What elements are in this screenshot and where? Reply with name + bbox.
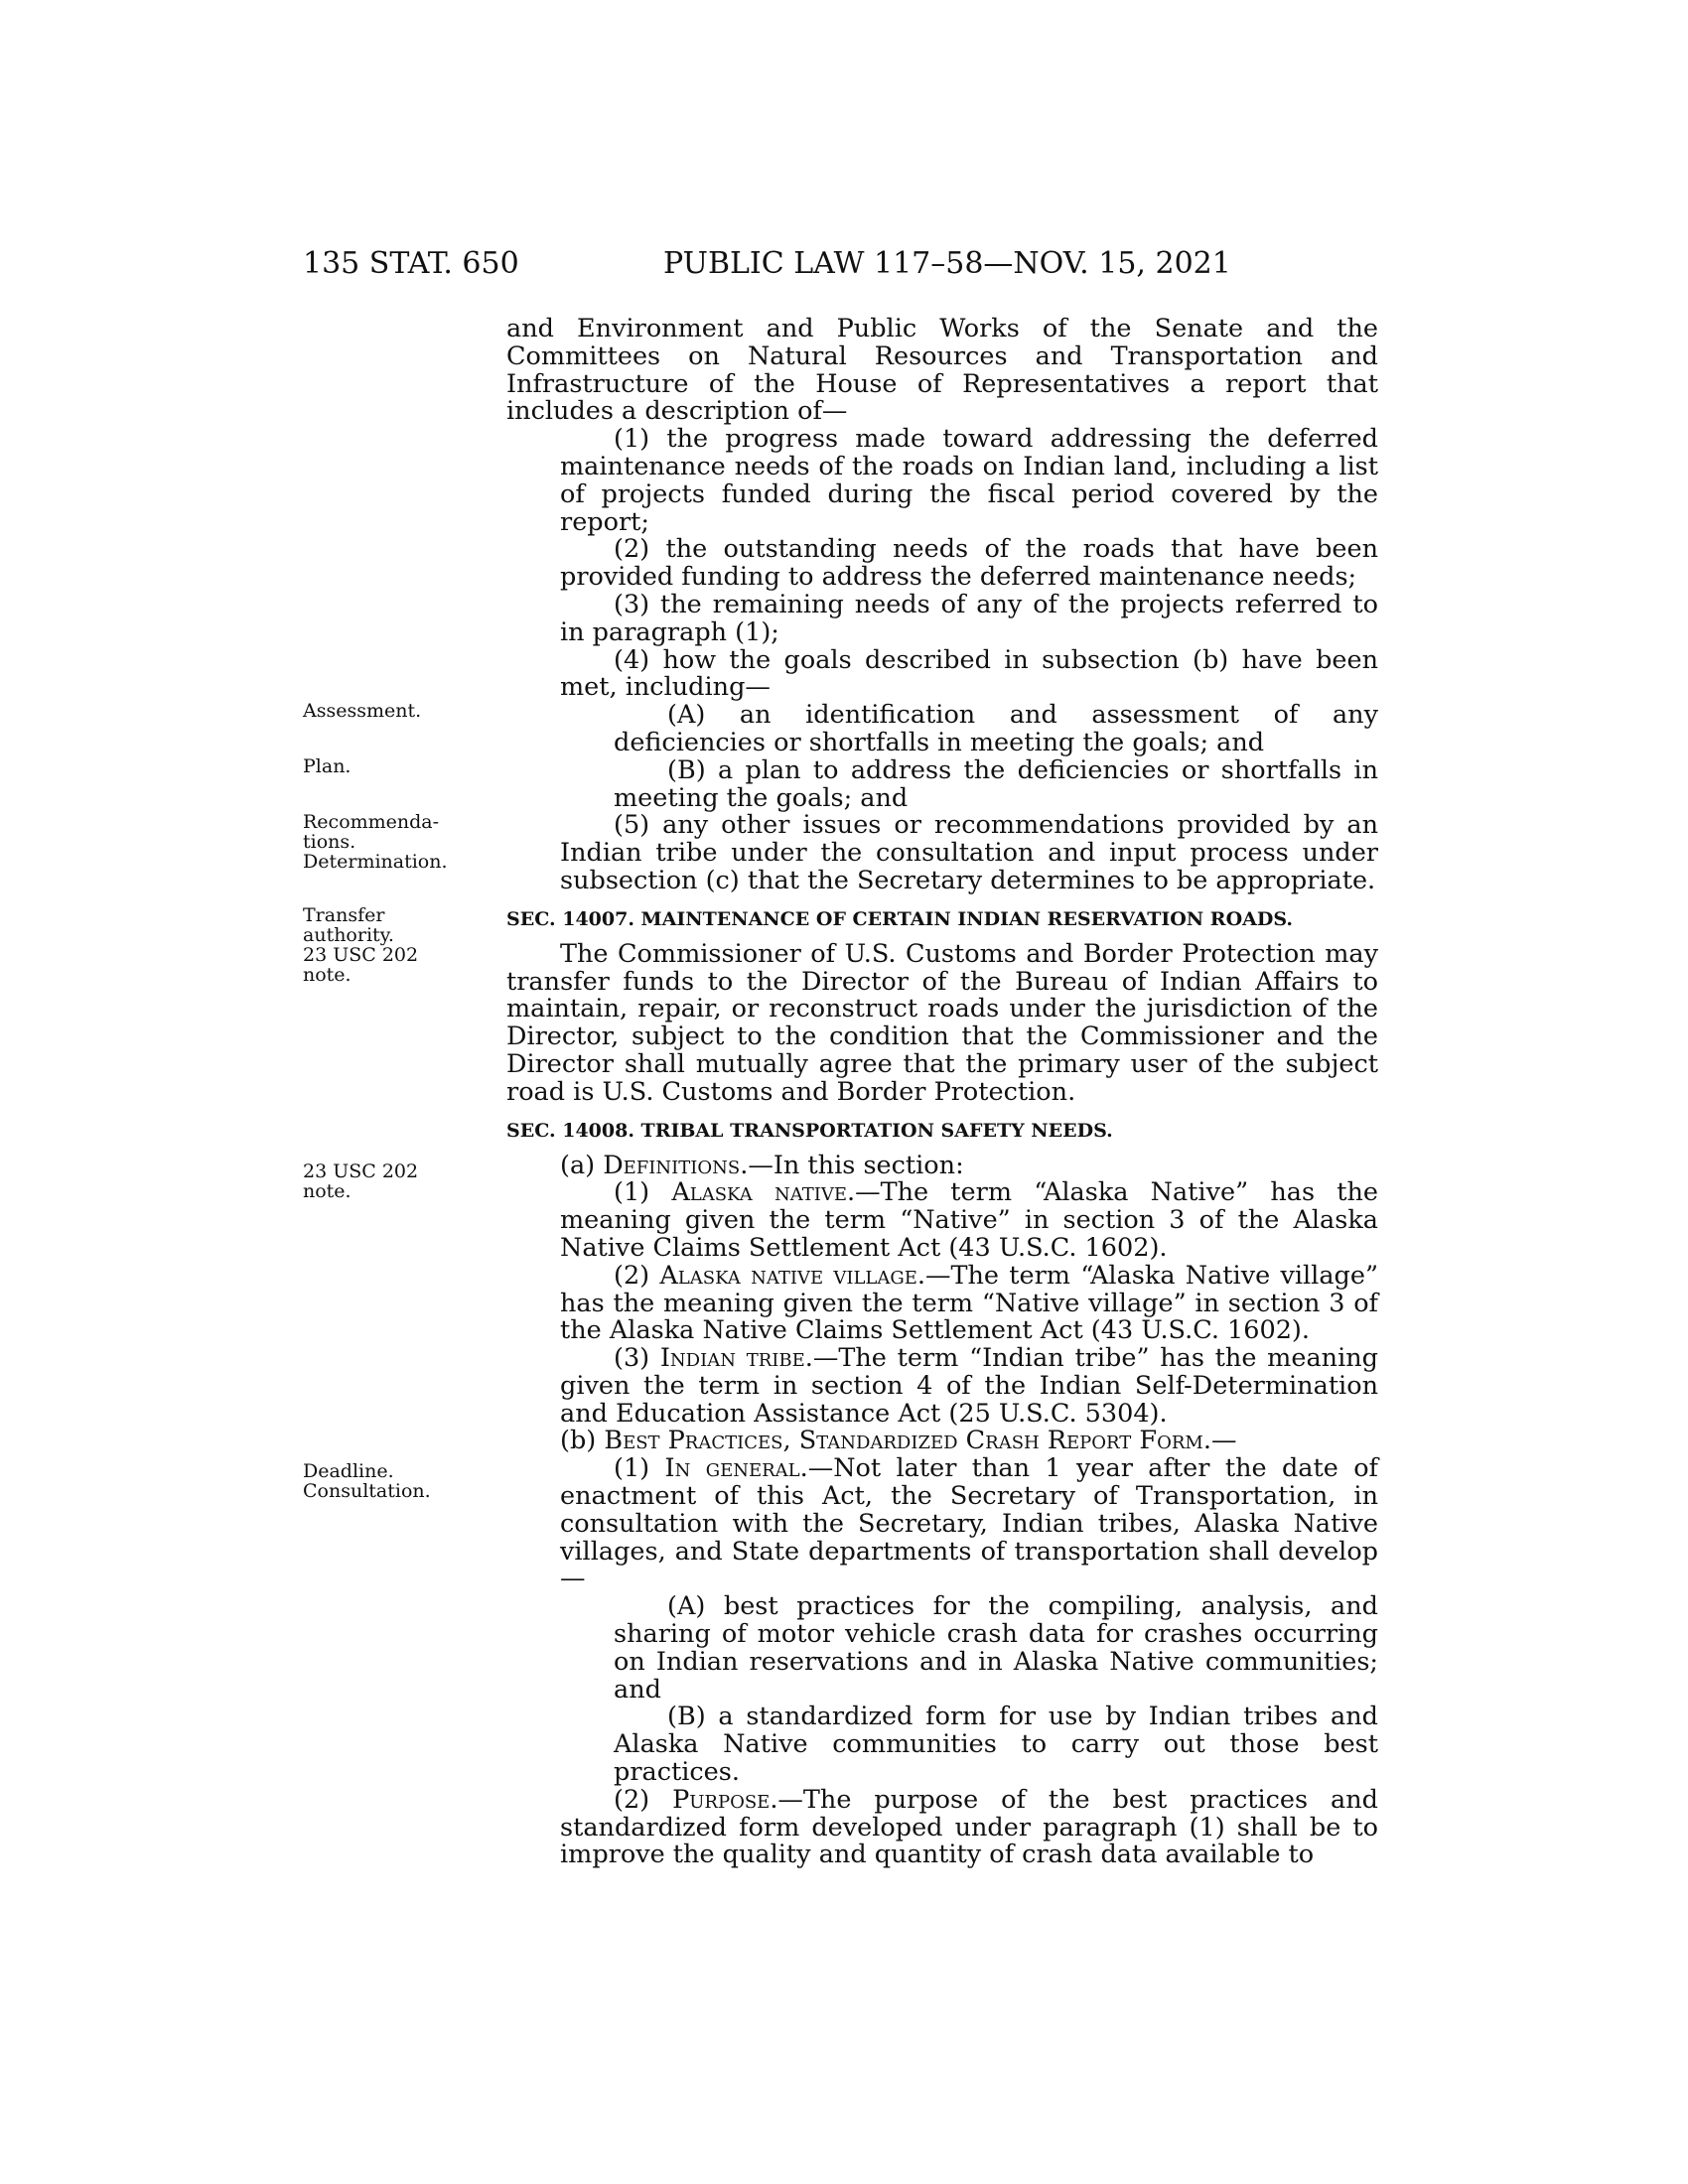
margin-note-recommendations: [303, 812, 472, 872]
main-text-column: [506, 316, 1378, 1869]
margin-note-usc: 23 USC 202 note.: [303, 1160, 419, 1202]
term: Alaska native village: [659, 1260, 917, 1291]
prefix: (a): [560, 1150, 604, 1180]
paragraph-b1a: (A) best practices for the compiling, analysis, and sharing of motor vehicle crash data for crashes occurring on Indian reservations and in Alaska Native communities; and: [614, 1591, 1378, 1705]
term: Indian tribe: [659, 1343, 805, 1374]
paragraph-item-5: (5) any other issues or recommendations provided by an Indian tribe under the consultation and input process under subsection (c) that the Secretary determines to be appropriate.: [560, 810, 1378, 895]
text: .—The term “Alaska Native village” has the meaning given the term “Native village” in section 3 of the Alaska Native Claims Settlement Act (43 U.S.C. 1602).: [560, 1260, 1378, 1346]
term: Alaska native: [671, 1177, 847, 1208]
margin-note-plan: Plan.: [303, 755, 352, 777]
section-heading-14007: SEC. 14007. MAINTENANCE OF CERTAIN INDIAN RESERVATION ROADS.: [506, 907, 1293, 930]
paragraph-item-1: (1) the progress made toward addressing the deferred maintenance needs of the roads on Indian land, including a list of projects funded during the fiscal period covered by the report;: [560, 424, 1378, 537]
term: Definitions: [603, 1150, 741, 1180]
text: .—The purpose of the best practices and standardized form developed under paragraph (1) shall be to improve the quality and quantity of crash data available to: [560, 1784, 1378, 1870]
page-title: PUBLIC LAW 117–58—NOV. 15, 2021: [663, 246, 1231, 281]
prefix: (b): [560, 1426, 605, 1456]
paragraph-item-2: (2) the outstanding needs of the roads that have been provided funding to address the deferred maintenance needs;: [560, 534, 1378, 593]
subsection-b: [506, 1428, 1378, 1455]
section-14007-text: The Commissioner of U.S. Customs and Border Protection may transfer funds to the Director of the Bureau of Indian Affairs to maintain, repair, or reconstruct roads under the jurisdiction of the Director, subject to the condition that the Commissioner and the Director shall mutually agree that the primary user of the subject road is U.S. Customs and Border Protection.: [506, 938, 1378, 1107]
definition-indian-tribe: [506, 1345, 1378, 1428]
prefix: (1): [614, 1453, 665, 1484]
term: Purpose: [672, 1784, 771, 1815]
definition-alaska-native: [506, 1179, 1378, 1262]
text: .—In this section:: [740, 1150, 964, 1180]
paragraph-item-4b: (B) a plan to address the deficiencies or shortfalls in meeting the goals; and: [614, 754, 1378, 813]
margin-note-line: Determination.: [303, 851, 448, 873]
paragraph-item-3: (3) the remaining needs of any of the projects referred to in paragraph (1);: [560, 589, 1378, 647]
subsection-a: [506, 1150, 1378, 1180]
section-heading-14008: SEC. 14008. TRIBAL TRANSPORTATION SAFETY NEEDS.: [506, 1119, 1113, 1142]
prefix: (1): [614, 1177, 672, 1208]
margin-note-transfer: [303, 905, 472, 985]
margin-note-line: tions.: [303, 831, 356, 853]
paragraph-b1: [506, 1455, 1378, 1593]
term: Best Practices, Standardized Crash Report Form: [604, 1426, 1203, 1456]
prefix: (3): [614, 1343, 660, 1374]
text: .—Not later than 1 year after the date of enactment of this Act, the Secretary of Transportation, in consultation with the Secretary, Indian tribes, Alaska Native villages, and State departments of transportation shall develop—: [560, 1453, 1378, 1594]
margin-note-line: authority.: [303, 924, 394, 946]
text: .—The term “Indian tribe” has the meaning given the term in section 4 of the Indian Self-Determination and Education Assistance Act (25 U.S.C. 5304).: [560, 1343, 1378, 1429]
intro-paragraph: and Environment and Public Works of the Senate and the Committees on Natural Resources and Transportation and Infrastructure of the House of Representatives a report that includes a description of—: [506, 314, 1378, 427]
paragraph-item-4a: (A) an identification and assessment of any deficiencies or shortfalls in meeting the goals; and: [614, 700, 1378, 757]
text: .—The term “Alaska Native” has the meaning given the term “Native” in section 3 of the Alaska Native Claims Settlement Act (43 U.S.C. 1602).: [560, 1177, 1378, 1263]
margin-note-line: Transfer: [303, 904, 385, 926]
term: In general: [664, 1453, 800, 1484]
margin-note-line: 23 USC 202 note.: [303, 944, 419, 986]
definition-alaska-native-village: [506, 1260, 1378, 1346]
paragraph-b1b: (B) a standardized form for use by Indian tribes and Alaska Native communities to carry out those best practices.: [614, 1702, 1378, 1788]
text: .—: [1202, 1426, 1237, 1456]
margin-note-line: Recommenda-: [303, 811, 440, 833]
margin-note-line: Deadline.: [303, 1460, 394, 1482]
prefix: (2): [614, 1784, 673, 1815]
margin-note-assessment: Assessment.: [303, 700, 422, 722]
paragraph-b2: [506, 1784, 1378, 1870]
prefix: (2): [614, 1260, 660, 1291]
margin-note-line: Consultation.: [303, 1480, 431, 1502]
statute-page-number: 135 STAT. 650: [303, 246, 519, 281]
margin-note-deadline: [303, 1461, 472, 1501]
paragraph-item-4: (4) how the goals described in subsection (b) have been met, including—: [560, 644, 1378, 703]
